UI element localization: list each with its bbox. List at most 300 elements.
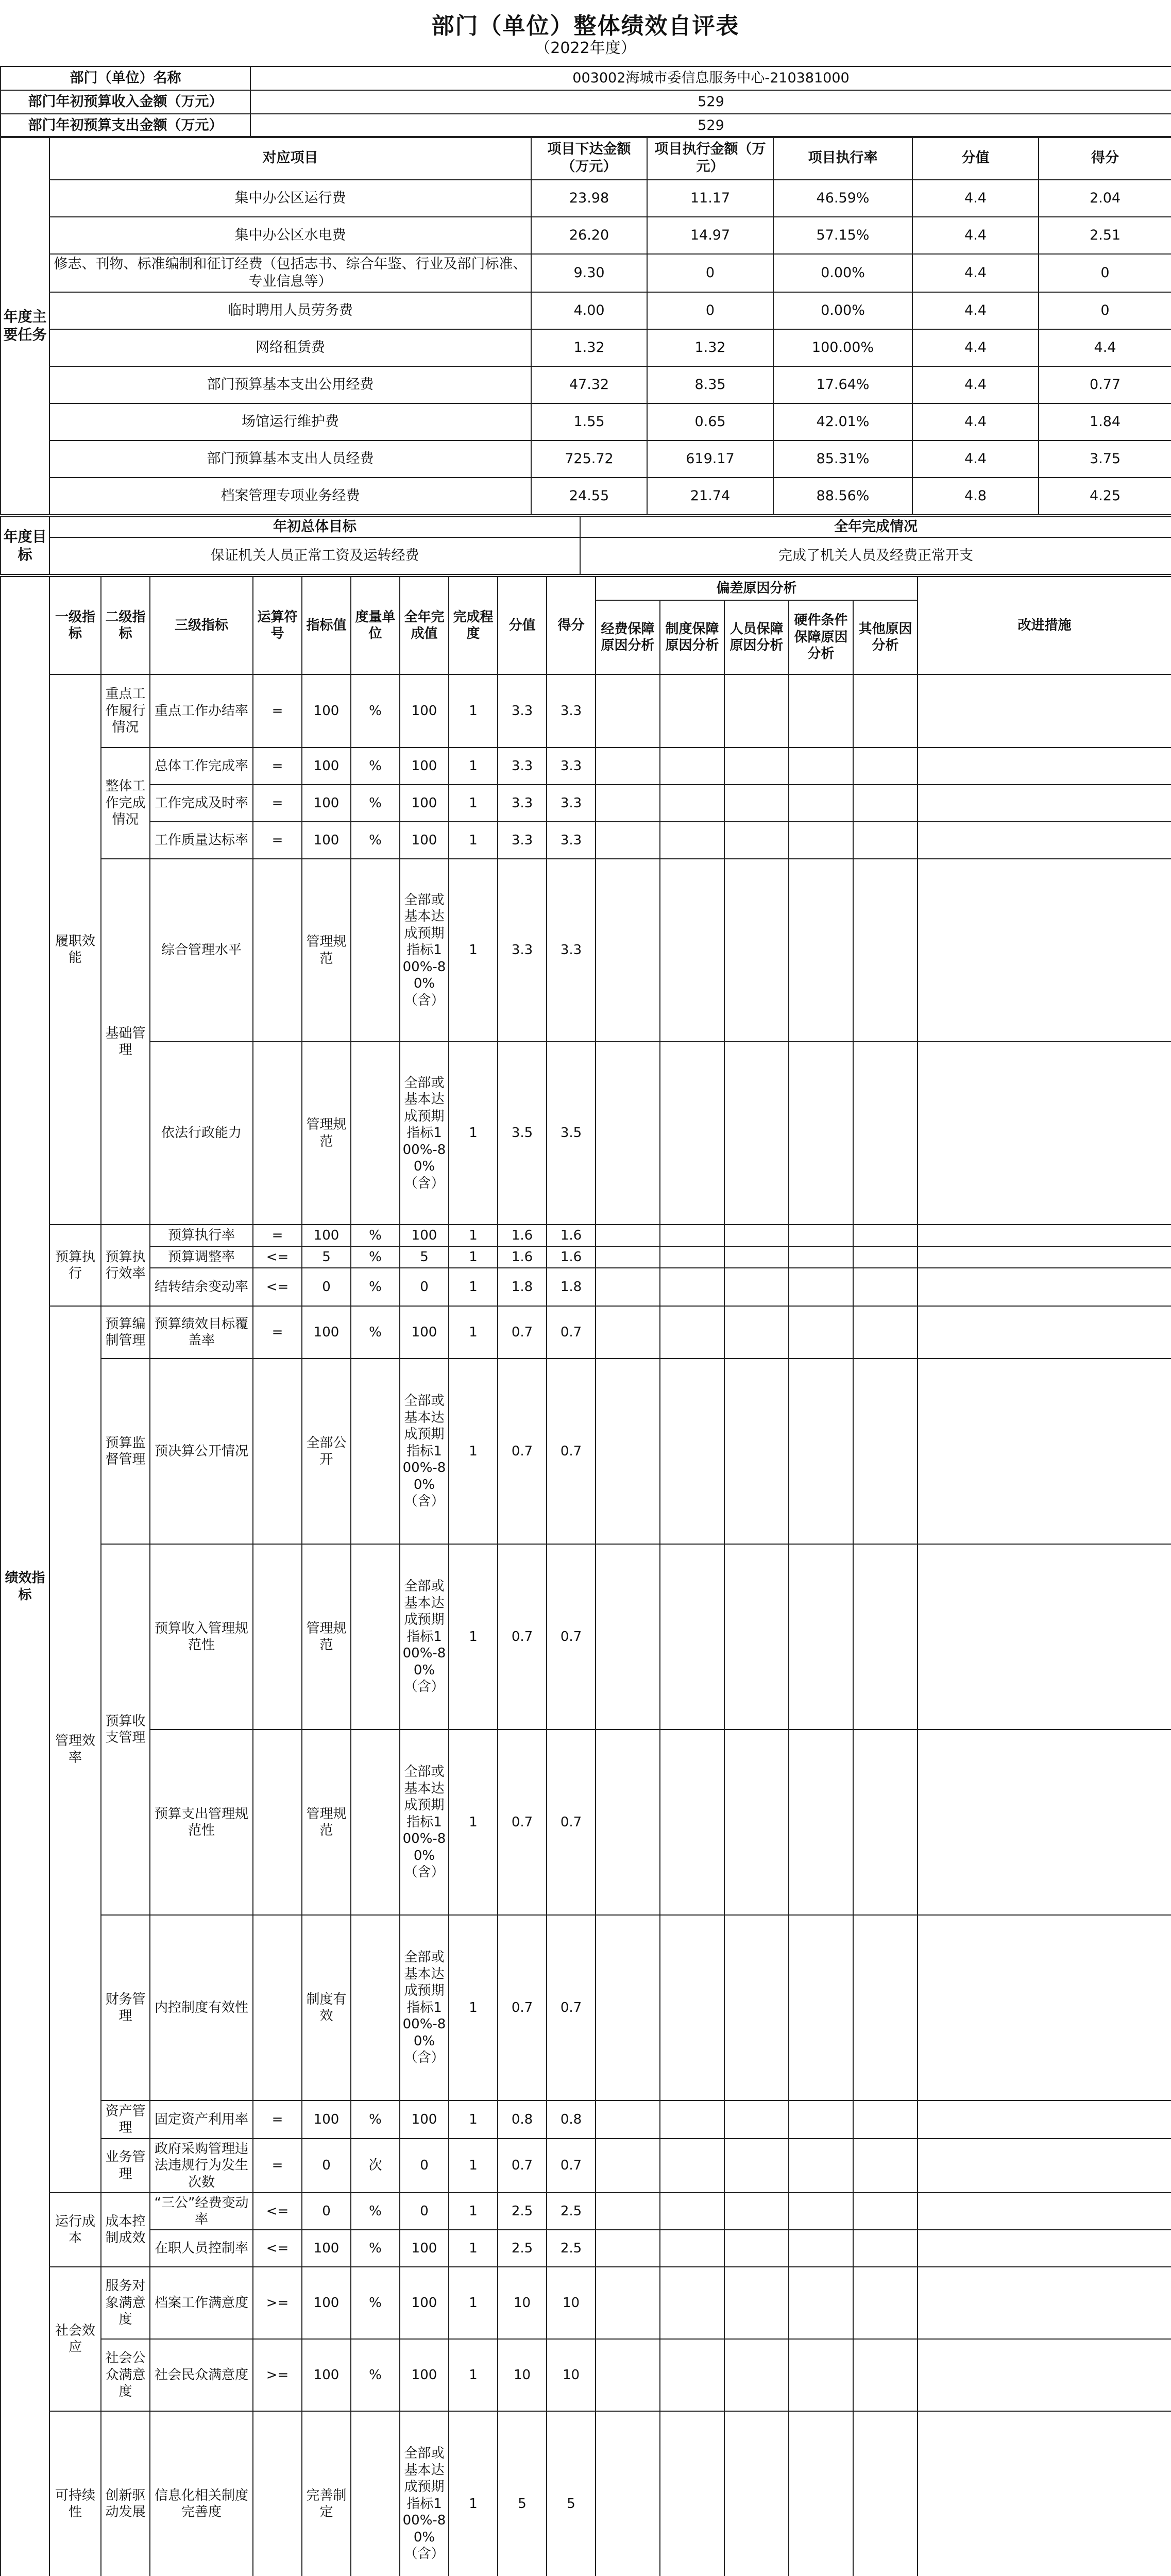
unit: %	[351, 2267, 400, 2339]
col-dev-other: 其他原因分析	[853, 600, 918, 674]
l3: 固定资产利用率	[150, 2100, 253, 2139]
target: 管理规范	[302, 859, 351, 1042]
l3: 工作完成及时率	[150, 785, 253, 822]
score: 0.8	[547, 2100, 596, 2139]
project-rate: 88.56%	[773, 478, 912, 515]
degree: 1	[449, 859, 498, 1042]
unit	[351, 2411, 400, 2576]
target: 100	[302, 785, 351, 822]
degree: 1	[449, 2193, 498, 2230]
dev-cell	[724, 2411, 789, 2576]
indicator-row	[1, 2100, 1171, 2139]
weight: 3.5	[498, 1042, 547, 1225]
indicator-row	[1, 785, 1171, 822]
unit	[351, 859, 400, 1042]
unit	[351, 1915, 400, 2100]
target: 制度有效	[302, 1915, 351, 2100]
improve-cell	[918, 1359, 1171, 1544]
l3: 档案工作满意度	[150, 2267, 253, 2339]
l3: 预算收入管理规范性	[150, 1544, 253, 1730]
dev-cell	[853, 1268, 918, 1306]
degree: 1	[449, 1306, 498, 1359]
goals-content-row	[1, 537, 1171, 574]
project-allocated: 1.55	[531, 403, 647, 440]
improve-cell	[918, 859, 1171, 1042]
dev-cell	[660, 1730, 724, 1915]
degree: 1	[449, 1730, 498, 1915]
dev-cell	[789, 822, 853, 859]
dev-cell	[596, 2267, 660, 2339]
project-rate: 100.00%	[773, 329, 912, 366]
weight: 1.8	[498, 1268, 547, 1306]
project-allocated: 1.32	[531, 329, 647, 366]
dev-cell	[596, 859, 660, 1042]
improve-cell	[918, 2193, 1171, 2230]
score: 10	[547, 2267, 596, 2339]
unit: %	[351, 1306, 400, 1359]
score: 1.8	[547, 1268, 596, 1306]
dev-cell	[789, 2193, 853, 2230]
improve-cell	[918, 1544, 1171, 1730]
project-executed: 11.17	[647, 180, 773, 217]
dev-cell	[660, 1246, 724, 1268]
l3: 预算执行率	[150, 1225, 253, 1246]
dev-cell	[596, 2100, 660, 2139]
dev-cell	[853, 2230, 918, 2267]
project-row	[1, 329, 1171, 366]
project-row	[1, 180, 1171, 217]
target: 5	[302, 1246, 351, 1268]
indicator-row	[1, 1225, 1171, 1246]
col-dev-staff: 人员保障原因分析	[724, 600, 789, 674]
l2-finance: 财务管理	[101, 1915, 150, 2100]
op	[253, 1544, 302, 1730]
l2-innovation: 创新驱动发展	[101, 2411, 150, 2576]
project-row	[1, 403, 1171, 440]
score: 2.5	[547, 2230, 596, 2267]
actual: 100	[400, 822, 449, 859]
dev-cell	[853, 2339, 918, 2411]
dev-cell	[660, 2139, 724, 2193]
l3: 工作质量达标率	[150, 822, 253, 859]
dev-cell	[660, 1268, 724, 1306]
unit: %	[351, 1246, 400, 1268]
dev-cell	[660, 2193, 724, 2230]
indicator-row	[1, 1359, 1171, 1544]
ind-header-row-1	[1, 577, 1171, 600]
col-score: 得分	[1039, 137, 1171, 180]
project-weight: 4.4	[912, 403, 1039, 440]
projects-section-label: 年度主要任务	[1, 137, 49, 515]
completion-text: 完成了机关人员及经费正常开支	[580, 537, 1171, 574]
unit	[351, 1730, 400, 1915]
dev-cell	[660, 2100, 724, 2139]
dev-cell	[789, 2267, 853, 2339]
score: 3.5	[547, 1042, 596, 1225]
op: =	[253, 1306, 302, 1359]
project-weight: 4.4	[912, 254, 1039, 292]
project-score: 4.25	[1039, 478, 1171, 515]
dev-cell	[724, 1246, 789, 1268]
degree: 1	[449, 2139, 498, 2193]
dev-cell	[724, 1915, 789, 2100]
unit	[351, 1359, 400, 1544]
col-op: 运算符号	[253, 577, 302, 674]
actual: 100	[400, 674, 449, 748]
project-allocated: 24.55	[531, 478, 647, 515]
project-score: 4.4	[1039, 329, 1171, 366]
weight: 3.3	[498, 674, 547, 748]
dept-label: 部门（单位）名称	[1, 66, 250, 90]
project-executed: 0	[647, 254, 773, 292]
op: =	[253, 674, 302, 748]
improve-cell	[918, 2139, 1171, 2193]
project-executed: 14.97	[647, 217, 773, 254]
dev-cell	[724, 785, 789, 822]
dev-cell	[596, 1359, 660, 1544]
income-label: 部门年初预算收入金额（万元）	[1, 90, 250, 114]
col-weight: 分值	[498, 577, 547, 674]
project-name: 场馆运行维护费	[49, 403, 531, 440]
op: =	[253, 822, 302, 859]
l3: 预算支出管理规范性	[150, 1730, 253, 1915]
l3: “三公”经费变动率	[150, 2193, 253, 2230]
goals-section-label: 年度目标	[1, 517, 49, 574]
target: 100	[302, 2100, 351, 2139]
l3: 社会民众满意度	[150, 2339, 253, 2411]
project-rate: 17.64%	[773, 366, 912, 403]
dev-cell	[789, 1544, 853, 1730]
dev-cell	[789, 1246, 853, 1268]
actual: 全部或基本达成预期指标100%-80%（含）	[400, 2411, 449, 2576]
weight: 3.3	[498, 822, 547, 859]
degree: 1	[449, 2267, 498, 2339]
dev-cell	[853, 1042, 918, 1225]
dev-cell	[660, 1915, 724, 2100]
dev-cell	[596, 1306, 660, 1359]
dev-cell	[660, 785, 724, 822]
dev-cell	[596, 674, 660, 748]
actual: 100	[400, 785, 449, 822]
project-rate: 46.59%	[773, 180, 912, 217]
actual: 0	[400, 2139, 449, 2193]
dev-cell	[853, 1246, 918, 1268]
project-rate: 85.31%	[773, 440, 912, 478]
score: 0.7	[547, 1544, 596, 1730]
unit: %	[351, 748, 400, 785]
l2-public-sat: 社会公众满意度	[101, 2339, 150, 2411]
target: 100	[302, 1225, 351, 1246]
actual: 100	[400, 2267, 449, 2339]
indicator-row	[1, 1246, 1171, 1268]
dev-cell	[660, 2411, 724, 2576]
project-rate: 0.00%	[773, 292, 912, 329]
dev-cell	[660, 1306, 724, 1359]
dev-cell	[724, 2230, 789, 2267]
dev-cell	[596, 748, 660, 785]
weight: 0.7	[498, 1915, 547, 2100]
improve-cell	[918, 1042, 1171, 1225]
score: 2.5	[547, 2193, 596, 2230]
dev-cell	[853, 1359, 918, 1544]
target: 100	[302, 674, 351, 748]
dev-cell	[596, 1246, 660, 1268]
l1-sustain: 可持续性	[49, 2411, 101, 2576]
dev-cell	[853, 1225, 918, 1246]
actual: 100	[400, 1225, 449, 1246]
expense-label: 部门年初预算支出金额（万元）	[1, 114, 250, 138]
weight: 0.7	[498, 2139, 547, 2193]
score: 3.3	[547, 748, 596, 785]
score: 0.7	[547, 1915, 596, 2100]
project-rate: 42.01%	[773, 403, 912, 440]
project-executed: 21.74	[647, 478, 773, 515]
dev-cell	[724, 2267, 789, 2339]
weight: 10	[498, 2267, 547, 2339]
dev-cell	[853, 748, 918, 785]
weight: 0.7	[498, 1730, 547, 1915]
project-name: 临时聘用人员劳务费	[49, 292, 531, 329]
indicator-row	[1, 674, 1171, 748]
project-name: 档案管理专项业务经费	[49, 478, 531, 515]
unit: %	[351, 1225, 400, 1246]
op: =	[253, 1225, 302, 1246]
actual: 全部或基本达成预期指标100%-80%（含）	[400, 1042, 449, 1225]
dev-cell	[596, 1225, 660, 1246]
dev-cell	[853, 785, 918, 822]
projects-header-row	[1, 137, 1171, 180]
dev-cell	[724, 822, 789, 859]
actual: 100	[400, 2230, 449, 2267]
improve-cell	[918, 1306, 1171, 1359]
header-table	[0, 66, 1171, 138]
unit	[351, 1042, 400, 1225]
project-name: 网络租赁费	[49, 329, 531, 366]
project-score: 1.84	[1039, 403, 1171, 440]
expense-value: 529	[250, 114, 1171, 138]
indicator-row	[1, 2139, 1171, 2193]
improve-cell	[918, 2100, 1171, 2139]
project-row	[1, 254, 1171, 292]
dev-cell	[660, 2267, 724, 2339]
target: 100	[302, 1306, 351, 1359]
improve-cell	[918, 1730, 1171, 1915]
degree: 1	[449, 1042, 498, 1225]
project-executed: 0.65	[647, 403, 773, 440]
score: 0.7	[547, 2139, 596, 2193]
col-level1: 一级指标	[49, 577, 101, 674]
col-level3: 三级指标	[150, 577, 253, 674]
score: 3.3	[547, 785, 596, 822]
actual: 100	[400, 2339, 449, 2411]
dev-cell	[789, 2100, 853, 2139]
project-rate: 57.15%	[773, 217, 912, 254]
dev-cell	[596, 1730, 660, 1915]
degree: 1	[449, 2230, 498, 2267]
l1-budget-exec: 预算执行	[49, 1225, 101, 1306]
page-title: 部门（单位）整体绩效自评表	[431, 13, 740, 39]
dev-cell	[596, 2139, 660, 2193]
dev-cell	[724, 859, 789, 1042]
dev-cell	[724, 2139, 789, 2193]
target: 0	[302, 2193, 351, 2230]
degree: 1	[449, 2100, 498, 2139]
dev-cell	[789, 1268, 853, 1306]
l3: 依法行政能力	[150, 1042, 253, 1225]
improve-cell	[918, 1225, 1171, 1246]
col-actual: 全年完成值	[400, 577, 449, 674]
dev-cell	[596, 2411, 660, 2576]
target: 100	[302, 2339, 351, 2411]
dev-cell	[724, 1544, 789, 1730]
project-name: 部门预算基本支出人员经费	[49, 440, 531, 478]
op: <=	[253, 2193, 302, 2230]
dev-cell	[853, 2267, 918, 2339]
improve-cell	[918, 674, 1171, 748]
project-weight: 4.4	[912, 292, 1039, 329]
indicator-row	[1, 1544, 1171, 1730]
weight: 0.7	[498, 1544, 547, 1730]
project-weight: 4.4	[912, 217, 1039, 254]
project-score: 0	[1039, 292, 1171, 329]
project-allocated: 23.98	[531, 180, 647, 217]
indicator-row	[1, 2193, 1171, 2230]
op: =	[253, 785, 302, 822]
dev-cell	[660, 674, 724, 748]
dept-row	[1, 66, 1171, 90]
degree: 1	[449, 1268, 498, 1306]
dev-cell	[789, 1915, 853, 2100]
dev-cell	[724, 1359, 789, 1544]
col-dev-funding: 经费保障原因分析	[596, 600, 660, 674]
actual: 全部或基本达成预期指标100%-80%（含）	[400, 1544, 449, 1730]
indicator-row	[1, 1306, 1171, 1359]
degree: 1	[449, 1544, 498, 1730]
dev-cell	[789, 2230, 853, 2267]
weight: 0.7	[498, 1359, 547, 1544]
project-score: 0.77	[1039, 366, 1171, 403]
op: <=	[253, 1246, 302, 1268]
actual: 5	[400, 1246, 449, 1268]
dev-cell	[596, 1268, 660, 1306]
op: <=	[253, 1268, 302, 1306]
project-score: 3.75	[1039, 440, 1171, 478]
l3: 综合管理水平	[150, 859, 253, 1042]
dev-cell	[660, 748, 724, 785]
unit: %	[351, 822, 400, 859]
project-name: 部门预算基本支出公用经费	[49, 366, 531, 403]
l2-budget-rev: 预算收支管理	[101, 1544, 150, 1915]
degree: 1	[449, 822, 498, 859]
dev-cell	[789, 2339, 853, 2411]
indicators-section-label: 绩效指标	[1, 577, 49, 2576]
dev-cell	[724, 748, 789, 785]
score: 10	[547, 2339, 596, 2411]
l3: 信息化相关制度完善度	[150, 2411, 253, 2576]
improve-cell	[918, 2339, 1171, 2411]
l1-social: 社会效应	[49, 2267, 101, 2411]
initial-goal-text: 保证机关人员正常工资及运转经费	[49, 537, 580, 574]
weight: 3.3	[498, 748, 547, 785]
score: 3.3	[547, 859, 596, 1042]
indicator-row	[1, 2230, 1171, 2267]
actual: 100	[400, 1306, 449, 1359]
dev-cell	[660, 859, 724, 1042]
project-weight: 4.4	[912, 366, 1039, 403]
l1-mgmt: 管理效率	[49, 1306, 101, 2193]
improve-cell	[918, 748, 1171, 785]
target: 100	[302, 2230, 351, 2267]
l3: 预算调整率	[150, 1246, 253, 1268]
improve-cell	[918, 785, 1171, 822]
l3: 在职人员控制率	[150, 2230, 253, 2267]
dev-cell	[660, 822, 724, 859]
l1-cost: 运行成本	[49, 2193, 101, 2267]
dev-cell	[789, 1359, 853, 1544]
unit: %	[351, 785, 400, 822]
project-name: 集中办公区运行费	[49, 180, 531, 217]
page-subtitle: （2022年度）	[535, 39, 636, 57]
dev-cell	[660, 2339, 724, 2411]
l1-duty: 履职效能	[49, 674, 101, 1225]
l2-budget-sup: 预算监督管理	[101, 1359, 150, 1544]
project-allocated: 47.32	[531, 366, 647, 403]
col-target: 指标值	[302, 577, 351, 674]
op	[253, 2411, 302, 2576]
degree: 1	[449, 2411, 498, 2576]
col-weight: 分值	[912, 137, 1039, 180]
dev-cell	[853, 1730, 918, 1915]
goals-table	[0, 516, 1171, 575]
op	[253, 859, 302, 1042]
project-allocated: 725.72	[531, 440, 647, 478]
target: 管理规范	[302, 1042, 351, 1225]
unit: %	[351, 2100, 400, 2139]
l3: 预决算公开情况	[150, 1359, 253, 1544]
degree: 1	[449, 674, 498, 748]
op: =	[253, 748, 302, 785]
project-executed: 0	[647, 292, 773, 329]
target: 100	[302, 748, 351, 785]
degree: 1	[449, 1359, 498, 1544]
project-row	[1, 440, 1171, 478]
indicator-row	[1, 822, 1171, 859]
col-allocated: 项目下达金额（万元）	[531, 137, 647, 180]
weight: 2.5	[498, 2193, 547, 2230]
project-score: 2.04	[1039, 180, 1171, 217]
project-weight: 4.4	[912, 329, 1039, 366]
degree: 1	[449, 2339, 498, 2411]
expense-row	[1, 114, 1171, 138]
income-value: 529	[250, 90, 1171, 114]
project-allocated: 4.00	[531, 292, 647, 329]
project-allocated: 26.20	[531, 217, 647, 254]
dev-cell	[789, 1730, 853, 1915]
dev-cell	[789, 859, 853, 1042]
degree: 1	[449, 748, 498, 785]
dev-cell	[724, 1268, 789, 1306]
op	[253, 1730, 302, 1915]
dev-cell	[853, 674, 918, 748]
target: 100	[302, 2267, 351, 2339]
project-row	[1, 478, 1171, 515]
indicator-row	[1, 1730, 1171, 1915]
col-dev-hardware: 硬件条件保障原因分析	[789, 600, 853, 674]
dev-cell	[724, 1042, 789, 1225]
l3: 内控制度有效性	[150, 1915, 253, 2100]
dev-cell	[660, 1359, 724, 1544]
indicator-row	[1, 1915, 1171, 2100]
